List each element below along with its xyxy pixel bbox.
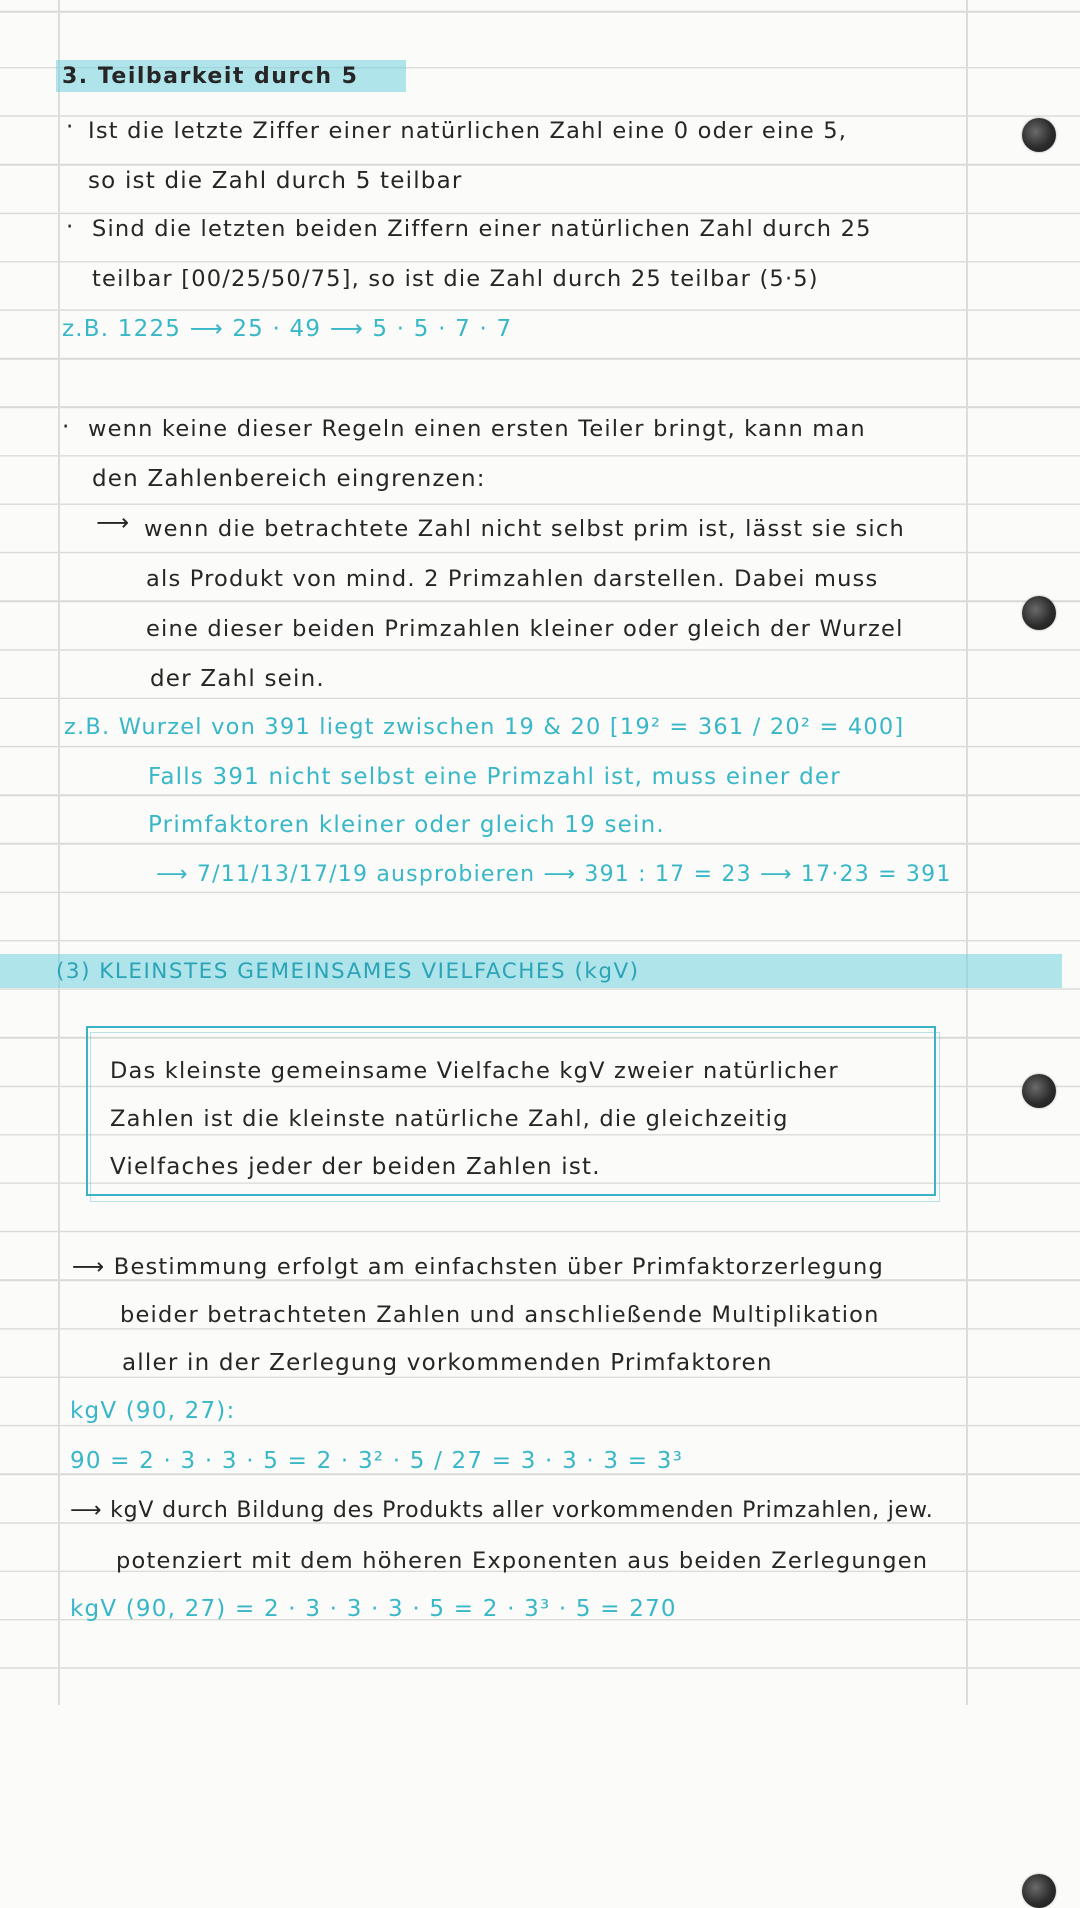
rule-line2: potenziert mit dem höheren Exponenten aus beiden Zerlegungen	[116, 1548, 929, 1574]
bullet: ·	[66, 214, 75, 240]
kgv-example-decomposition: 90 = 2 · 3 · 3 · 5 = 2 · 3² · 5 / 27 = 3 · 3 · 3 = 3³	[70, 1448, 684, 1474]
rule1-line1: Ist die letzte Ziffer einer natürlichen Zahl eine 0 oder eine 5,	[88, 118, 848, 144]
narrowing-sub1: wenn die betrachtete Zahl nicht selbst prim ist, lässt sie sich	[144, 516, 905, 542]
definition-line2: Zahlen ist die kleinste natürliche Zahl, die gleichzeitig	[110, 1106, 789, 1132]
narrowing-sub4: der Zahl sein.	[150, 666, 325, 692]
bullet: ·	[62, 414, 71, 440]
kgv-example-result: kgV (90, 27) = 2 · 3 · 3 · 3 · 5 = 2 · 3³ · 5 = 270	[70, 1596, 677, 1622]
example-391-line2: Falls 391 nicht selbst eine Primzahl ist, muss einer der	[148, 764, 841, 790]
narrowing-sub3: eine dieser beiden Primzahlen kleiner oder gleich der Wurzel	[146, 616, 904, 642]
binder-hole-icon	[1022, 118, 1056, 152]
left-margin-line	[58, 0, 60, 1705]
rule2-line2: teilbar [00/25/50/75], so ist die Zahl durch 25 teilbar (5·5)	[92, 266, 819, 292]
narrowing-sub2: als Produkt von mind. 2 Primzahlen darstellen. Dabei muss	[146, 566, 879, 592]
method-line2: beider betrachteten Zahlen und anschließende Multiplikation	[120, 1302, 880, 1328]
example-391-line3: Primfaktoren kleiner oder gleich 19 sein.	[148, 812, 665, 838]
example-391-line4: ⟶ 7/11/13/17/19 ausprobieren ⟶ 391 : 17 = 23 ⟶ 17·23 = 391	[156, 862, 952, 887]
narrowing-line2: den Zahlenbereich eingrenzen:	[92, 466, 486, 492]
binder-hole-icon	[1022, 1074, 1056, 1108]
method-line1: ⟶ Bestimmung erfolgt am einfachsten über Primfaktorzerlegung	[72, 1254, 884, 1280]
arrow-icon: ⟶	[96, 510, 131, 536]
definition-line1: Das kleinste gemeinsame Vielfache kgV zweier natürlicher	[110, 1058, 839, 1084]
method-line3: aller in der Zerlegung vorkommenden Primfaktoren	[122, 1350, 773, 1376]
section-heading-divisibility-5: 3. Teilbarkeit durch 5	[62, 64, 359, 89]
binder-hole-icon	[1022, 596, 1056, 630]
kgv-example-title: kgV (90, 27):	[70, 1398, 236, 1424]
example-391-line1: z.B. Wurzel von 391 liegt zwischen 19 & 20 [19² = 361 / 20² = 400]	[64, 714, 905, 740]
right-margin-line	[966, 0, 968, 1705]
bullet: ·	[66, 114, 75, 140]
narrowing-line1: wenn keine dieser Regeln einen ersten Teiler bringt, kann man	[88, 416, 866, 442]
binder-hole-icon	[1022, 1874, 1056, 1908]
rule2-line1: Sind die letzten beiden Ziffern einer natürlichen Zahl durch 25	[92, 216, 872, 242]
rule1-line2: so ist die Zahl durch 5 teilbar	[88, 168, 463, 194]
rule-line1: ⟶ kgV durch Bildung des Produkts aller vorkommenden Primzahlen, jew.	[70, 1498, 934, 1523]
section-heading-kgv: (3) KLEINSTES GEMEINSAMES VIELFACHES (kgV)	[56, 959, 640, 984]
example-1225: z.B. 1225 ⟶ 25 · 49 ⟶ 5 · 5 · 7 · 7	[62, 316, 513, 342]
definition-line3: Vielfaches jeder der beiden Zahlen ist.	[110, 1154, 601, 1180]
